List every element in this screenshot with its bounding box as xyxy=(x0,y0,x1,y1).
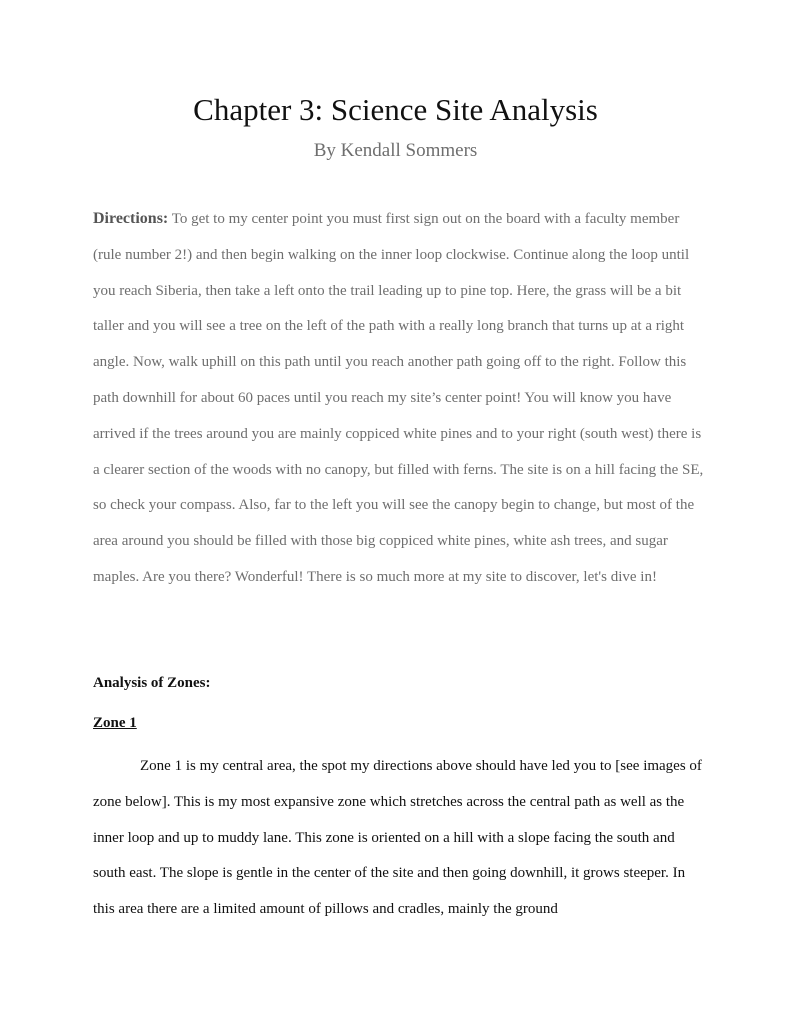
author-byline: By Kendall Sommers xyxy=(313,140,478,161)
chapter-title: Chapter 3: Science Site Analysis xyxy=(193,92,598,127)
directions-text: To get to my center point you must first sign out on the board with a faculty member (rule number 2!) and then begin walking on the inner loop clockwise. Continue along the loop until you reach Siberia, then take a left onto the trail leading up to pine top. Here, the grass will be a bit taller and you will see a tree on the left of the path with a really long branch that turns up at a right angle. Now, walk uphill on this path until you reach another path going off to the right. Follow this path downhill for about 60 paces until you reach my site’s center point! You will know you have arrived if the trees around you are mainly coppiced white pines and to your right (south west) there is a clearer section of the woods with no canopy, but filled with ferns. The site is on a hill facing the SE, so check your compass. Also, far to the left you will see the canopy begin to change, but most of the area around you should be filled with those big coppiced white pines, white ash trees, and sugar maples. Are you there? Wonderful! There is so much more at my site to discover, let's dive in! xyxy=(93,211,704,585)
directions-label: Directions: xyxy=(93,210,169,227)
zone-1-heading: Zone 1 xyxy=(93,715,137,731)
directions-paragraph xyxy=(93,201,705,596)
analysis-heading: Analysis of Zones: xyxy=(93,675,211,691)
zone-1-body: Zone 1 is my central area, the spot my directions above should have led you to [see images of zone below]. This is my most expansive zone which stretches across the central path as well as the inner loop and up to muddy lane. This zone is oriented on a hill with a slope facing the south and south east. The slope is gentle in the center of the site and then going downhill, it grows steeper. In this area there are a limited amount of pillows and cradles, mainly the ground xyxy=(93,758,702,918)
